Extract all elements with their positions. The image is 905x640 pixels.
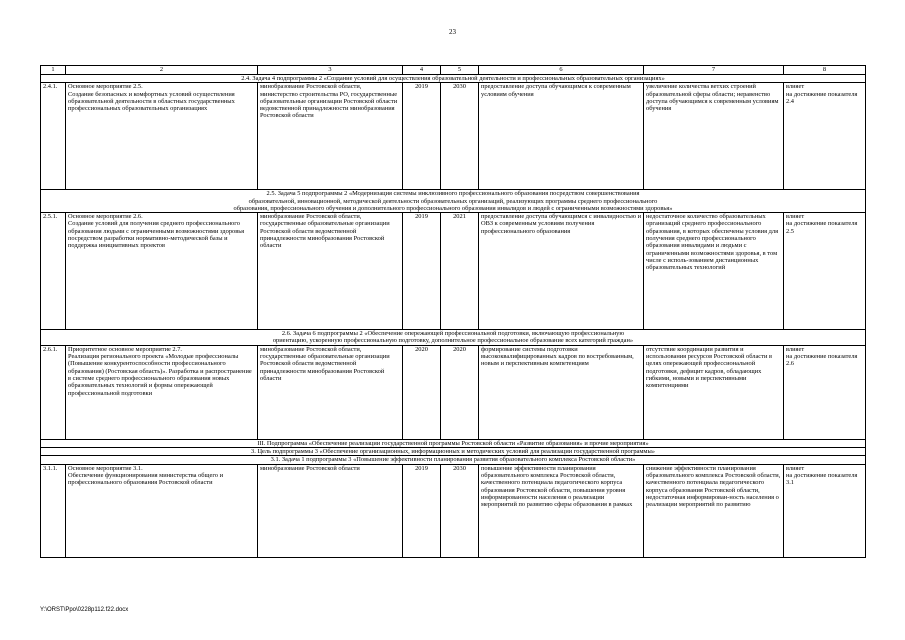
- start-year: 2019: [403, 464, 441, 557]
- section-heading-row: [41, 439, 866, 447]
- section-heading: 2.6. Задача 6 подпрограммы 2 «Обеспечение опережающей профессиональной подготовки, включающую профессиональную ориентацию, ускоренную профессиональную подготовку, дополнительное профессиональное образование всех категорий граждан»: [41, 330, 866, 346]
- non-implementation-consequence: недостаточное количество образовательных организаций среднего профессионального образования, в которых обеспечены условия для получения среднего профессионального образования инвалидами и людьми с ограниченными возможностями здоровья, в том числе с исполь-зованием дистанционных образовательных технологий: [644, 213, 784, 330]
- section-heading: 2.5. Задача 5 подпрограммы 2 «Модернизация системы инклюзивного профессионального образования посредством совершенствования образовательной, инновационной, методической деятельности образовательных организаций, реализующих программы среднего профессионального образования, профессионального обучения и дополнительного профессионального образования инвалидов и людей с ограниченными возможностями здоровья»: [41, 190, 866, 213]
- column-number: 3: [258, 66, 403, 75]
- start-year: 2019: [403, 213, 441, 330]
- table-row: [41, 464, 866, 557]
- end-year: 2020: [441, 345, 479, 439]
- executor: минобразование Ростовской области, государственные образовательные организации Ростовской области ведомственной принадлежности минобразования Ростовской области: [258, 345, 403, 439]
- column-number: 8: [784, 66, 866, 75]
- expected-result: повышение эффективности планирования образовательного комплекса Ростовской области, качественного потенциала педагогического корпуса образования Ростовской области, повышения уровня информированности населения о реализации мероприятий по развитию сферы образования в рамках: [479, 464, 644, 557]
- section-heading: 2.4. Задача 4 подпрограммы 2 «Создание условий для осуществления образовательной деятельности и профессиональных образовательных организациях»: [41, 75, 866, 83]
- column-number: 4: [403, 66, 441, 75]
- row-number: 2.5.1.: [41, 213, 66, 330]
- end-year: 2030: [441, 464, 479, 557]
- file-path-footer: Y:\ORST\Ppo\0228p112.f22.docx: [40, 607, 129, 613]
- indicator-link: влияет на достижение показателя 2.4: [784, 83, 866, 190]
- column-number: 6: [479, 66, 644, 75]
- column-number: 5: [441, 66, 479, 75]
- non-implementation-consequence: отсутствие координации развития и использования ресурсов Ростовской области в целях опережающей профессиональной подготовки, дефицит кадров, обладающих гибкими, новыми и перспективными компетенциями: [644, 345, 784, 439]
- section-heading-row: [41, 456, 866, 464]
- indicator-link: влияет на достижение показателя 2.5: [784, 213, 866, 330]
- end-year: 2021: [441, 213, 479, 330]
- section-heading-row: [41, 330, 866, 346]
- section-heading: 3. Цель подпрограммы 3 «Обеспечение организационных, информационных и методических условий для реализации государственной программы»: [41, 448, 866, 456]
- end-year: 2030: [441, 83, 479, 190]
- table-row: [41, 83, 866, 190]
- indicator-link: влияет на достижение показателя 2.6: [784, 345, 866, 439]
- executor: минобразование Ростовской области: [258, 464, 403, 557]
- column-number: 2: [66, 66, 258, 75]
- expected-result: предоставление доступа обучающимся с инвалидностью и ОВЗ к современным условиям получения профессионального образования: [479, 213, 644, 330]
- executor: минобразование Ростовской области, министерство строительства РО, государственные образовательные организации Ростовской области ведомственной принадлежности минобразования Ростовской области: [258, 83, 403, 190]
- measure-name: Основное мероприятие 2.6. Создание условий для получения среднего профессионального образования людьми с ограниченными возможностями здоровья посредством разработки нормативно-методической базы и поддержка инициативных проектов: [66, 213, 258, 330]
- section-heading-row: [41, 448, 866, 456]
- non-implementation-consequence: увеличение количества ветхих строений образовательной сферы области; неравенство доступа обучающимся к современным условиям обучения: [644, 83, 784, 190]
- section-heading: III. Подпрограмма «Обеспечение реализации государственной программы Ростовской области «Развитие образования» и прочие мероприятия»: [41, 439, 866, 447]
- row-number: 2.6.1.: [41, 345, 66, 439]
- section-heading-row: [41, 190, 866, 213]
- measure-name: Основное мероприятие 3.1. Обеспечение функционирования министерства общего и профессионального образования Ростовской области: [66, 464, 258, 557]
- table-row: [41, 213, 866, 330]
- row-number: 3.1.1.: [41, 464, 66, 557]
- column-number: 1: [41, 66, 66, 75]
- measure-name: Приоритетное основное мероприятие 2.7. Реализация регионального проекта «Молодые профессионалы (Повышение конкурентоспособности профессионального образования) (Ростовская область)». Разработка и распространение в системе среднего профессионального образования новых образовательных технологий и формы опережающей профессиональной подготовки: [66, 345, 258, 439]
- page-number: 23: [449, 28, 456, 36]
- start-year: 2019: [403, 83, 441, 190]
- program-measures-table: [40, 65, 866, 558]
- expected-result: формирование системы подготовки высококвалифицированных кадров по востребованным, новым и перспективным компетенциям: [479, 345, 644, 439]
- indicator-link: влияет на достижение показателя 3.1: [784, 464, 866, 557]
- measure-name: Основное мероприятие 2.5. Создание безопасных и комфортных условий осуществления образовательной деятельности в областных государственных профессиональных образовательных организациях: [66, 83, 258, 190]
- column-number-row: [41, 66, 866, 75]
- expected-result: предоставление доступа обучающимся к современным условиям обучения: [479, 83, 644, 190]
- non-implementation-consequence: снижение эффективности планирования образовательного комплекса Ростовской области, качественного потенциала педагогического корпуса образования Ростовской области, недостаточная информирован-ность населения о реализации мероприятий по развитию: [644, 464, 784, 557]
- table-row: [41, 345, 866, 439]
- section-heading: 3.1. Задача 1 подпрограммы 3 «Повышение эффективности планирования развития образовательного комплекса Ростовской области»: [41, 456, 866, 464]
- column-number: 7: [644, 66, 784, 75]
- executor: минобразование Ростовской области, государственные образовательные организации Ростовской области ведомственной принадлежности минобразования Ростовской области: [258, 213, 403, 330]
- row-number: 2.4.1.: [41, 83, 66, 190]
- section-heading-row: [41, 75, 866, 83]
- start-year: 2020: [403, 345, 441, 439]
